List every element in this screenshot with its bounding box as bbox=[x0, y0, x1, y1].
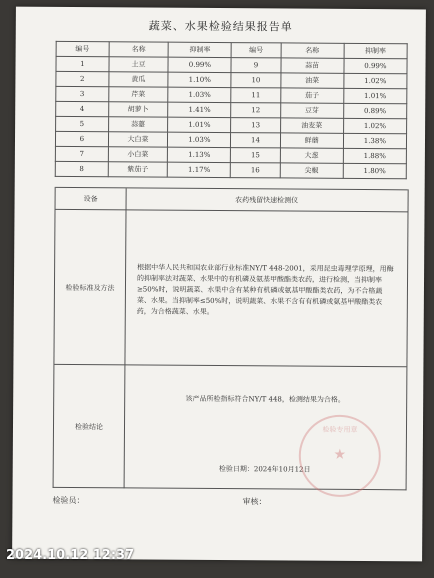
official-seal bbox=[299, 415, 382, 498]
row-rate-right: 1.38% bbox=[343, 133, 406, 148]
row-name-right: 尖椒 bbox=[280, 163, 343, 178]
row-name-left: 小白菜 bbox=[108, 147, 168, 162]
row-no-right: 16 bbox=[231, 163, 280, 178]
seal-mark: 检验专用章 bbox=[322, 425, 358, 434]
row-rate-left: 1.03% bbox=[168, 87, 231, 102]
row-name-left: 紫茄子 bbox=[108, 162, 168, 177]
seal-star-icon: ★ bbox=[333, 446, 347, 463]
header-no-right: 编号 bbox=[232, 43, 281, 58]
row-no-left: 8 bbox=[55, 161, 108, 176]
row-name-right: 油麦菜 bbox=[280, 118, 343, 133]
photo-timestamp: 2024.10.12 12:37 bbox=[6, 548, 135, 563]
row-name-left: 芹菜 bbox=[108, 87, 168, 102]
row-rate-right: 0.89% bbox=[343, 103, 406, 118]
standard-label: 检验标准及方法 bbox=[54, 210, 126, 365]
row-rate-right: 1.02% bbox=[344, 73, 407, 88]
row-rate-left: 1.03% bbox=[168, 132, 231, 147]
standard-row bbox=[54, 209, 407, 367]
row-rate-right: 1.80% bbox=[343, 163, 406, 178]
report-title: 蔬菜、水果检验结果报告单 bbox=[148, 19, 293, 34]
conclusion-label: 检验结论 bbox=[54, 365, 126, 488]
row-no-right: 15 bbox=[231, 148, 280, 163]
conclusion-text: 该产品所检指标符合NY/T 448，检测结果为合格。 bbox=[185, 394, 345, 404]
row-no-left: 5 bbox=[56, 116, 109, 131]
row-rate-right: 1.02% bbox=[343, 118, 406, 133]
inspection-date: 检验日期：2024年10月12日 bbox=[218, 465, 311, 474]
row-rate-right: 0.99% bbox=[344, 58, 407, 73]
row-rate-left: 1.01% bbox=[168, 117, 231, 132]
row-no-right: 14 bbox=[231, 133, 280, 148]
row-name-left: 土豆 bbox=[109, 57, 169, 72]
standard-content bbox=[124, 210, 407, 367]
row-name-right: 大葱 bbox=[280, 148, 343, 163]
row-name-right: 茄子 bbox=[280, 88, 343, 103]
row-rate-right: 1.88% bbox=[343, 148, 406, 163]
header-rate-right: 抑制率 bbox=[344, 43, 407, 58]
row-no-right: 12 bbox=[231, 103, 280, 118]
row-no-left: 7 bbox=[55, 146, 108, 161]
table-row bbox=[55, 161, 406, 178]
row-name-right: 蒜苗 bbox=[281, 58, 344, 73]
row-rate-right: 1.01% bbox=[344, 88, 407, 103]
header-name-right: 名称 bbox=[281, 43, 344, 58]
row-no-left: 1 bbox=[56, 56, 109, 71]
row-name-right: 豆芽 bbox=[280, 103, 343, 118]
row-name-right: 鲜蘑 bbox=[280, 133, 343, 148]
reviewer-label: 审核： bbox=[242, 497, 267, 507]
row-rate-left: 0.99% bbox=[168, 57, 231, 72]
inspector-label: 检验员： bbox=[52, 495, 85, 506]
signature-footer bbox=[52, 495, 404, 508]
row-name-left: 黄瓜 bbox=[109, 72, 169, 87]
equipment-value: 农药残留快速检测仪 bbox=[235, 196, 299, 205]
row-name-left: 蒜薹 bbox=[108, 117, 168, 132]
results-table bbox=[55, 41, 408, 179]
header-rate-left: 抑制率 bbox=[168, 42, 231, 57]
row-rate-left: 1.41% bbox=[168, 102, 231, 117]
header-no-left: 编号 bbox=[56, 41, 109, 56]
row-no-left: 4 bbox=[56, 101, 109, 116]
row-no-left: 6 bbox=[55, 131, 108, 146]
row-no-right: 9 bbox=[231, 58, 280, 73]
row-no-right: 10 bbox=[231, 73, 280, 88]
row-rate-left: 1.17% bbox=[168, 162, 231, 177]
row-rate-left: 1.10% bbox=[168, 72, 231, 87]
header-name-left: 名称 bbox=[109, 42, 169, 57]
equipment-label: 设备 bbox=[56, 188, 127, 210]
row-no-right: 13 bbox=[231, 118, 280, 133]
row-no-right: 11 bbox=[231, 88, 280, 103]
report-sheet bbox=[12, 7, 426, 562]
row-name-right: 油菜 bbox=[280, 73, 343, 88]
standard-text: 根据中华人民共和国农业部行业标准NY/T 448-2001，采用昆虫毒理学原理，用酶的抑制率法对蔬菜、水果中的有机磷及氨基甲酸酯类农药，进行检测，当抑制率≥50%时，说明蔬菜、水果中含有某种有机磷或氨基甲酸酯类农药，为不合格蔬菜、水果。当抑制率≤50%时，说明蔬菜、水果不含有有机磷或氨基甲酸酯类农药，为合格蔬菜、水果。 bbox=[136, 263, 394, 316]
row-no-left: 2 bbox=[56, 71, 109, 86]
row-name-left: 胡萝卜 bbox=[108, 102, 168, 117]
row-rate-left: 1.13% bbox=[168, 147, 231, 162]
row-name-left: 大白菜 bbox=[108, 132, 168, 147]
row-no-left: 3 bbox=[56, 86, 109, 101]
